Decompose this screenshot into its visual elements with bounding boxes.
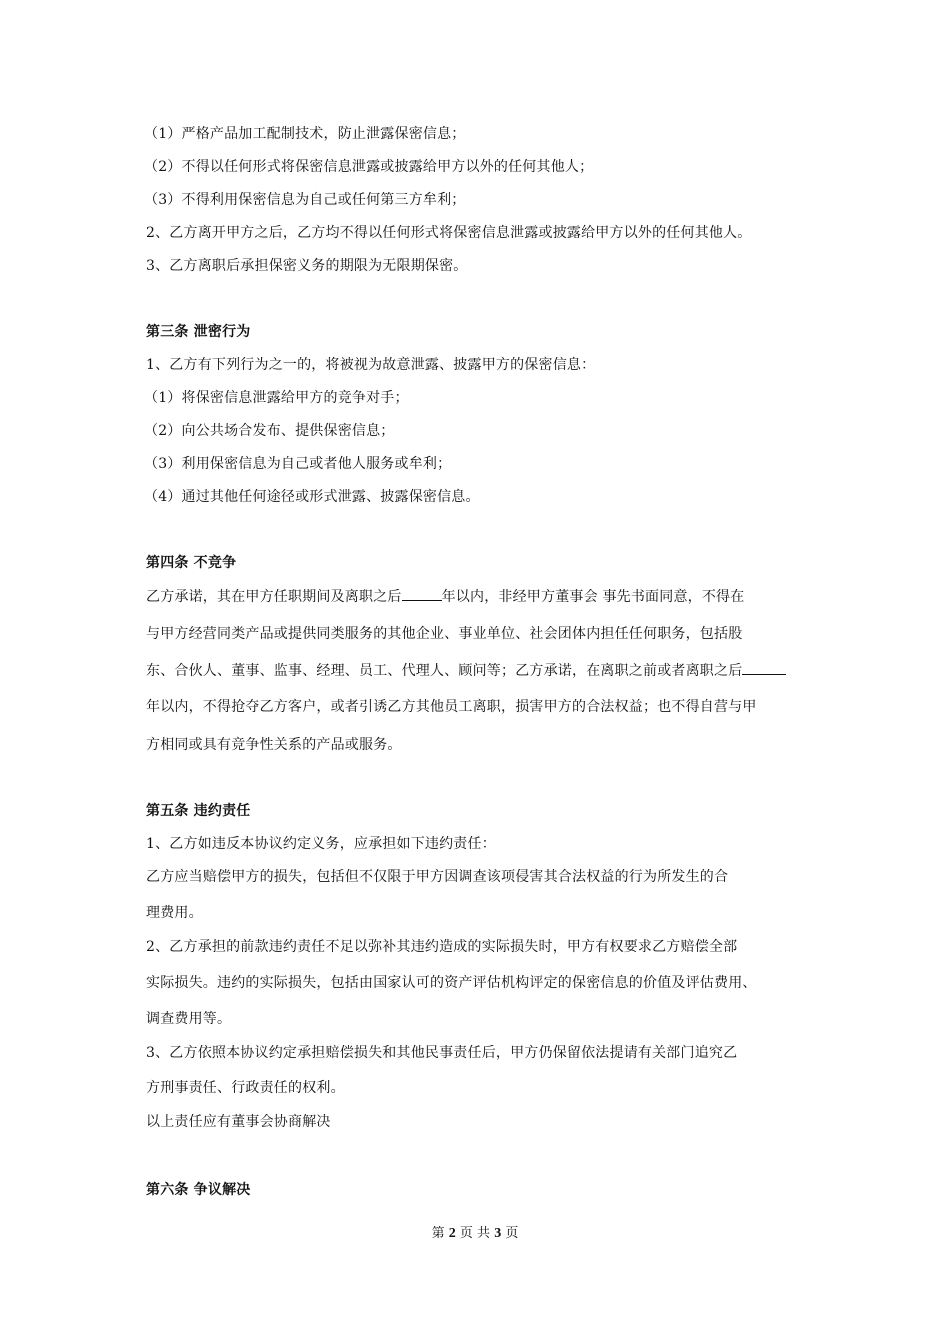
clause-line: 乙方应当赔偿甲方的损失，包括但不仅限于甲方因调查该项侵害其合法权益的行为所发生的合 bbox=[146, 869, 729, 885]
clause-line: 3、乙方依照本协议约定承担赔偿损失和其他民事责任后，甲方仍保留依法提请有关部门追究乙 bbox=[146, 1045, 738, 1061]
clause-text: 乙方承诺，其在甲方任职期间及离职之后 bbox=[146, 589, 402, 605]
clause-line: 2、乙方承担的前款违约责任不足以弥补其违约造成的实际损失时，甲方有权要求乙方赔偿全部 bbox=[146, 939, 738, 955]
clause-item: （3）利用保密信息为自己或者他人服务或牟利； bbox=[144, 456, 452, 472]
clause-item: （2）不得以任何形式将保密信息泄露或披露给甲方以外的任何其他人； bbox=[144, 159, 594, 175]
footer-prefix: 第 bbox=[431, 1226, 445, 1241]
fill-in-blank bbox=[742, 660, 786, 675]
clause-item: （1）严格产品加工配制技术，防止泄露保密信息； bbox=[144, 126, 466, 142]
clause-line bbox=[146, 586, 744, 607]
clause-item: （2）向公共场合发布、提供保密信息； bbox=[144, 423, 395, 439]
page-footer bbox=[0, 1224, 950, 1244]
section-heading: 第四条 不竞争 bbox=[146, 555, 237, 571]
page-number: 2 bbox=[448, 1226, 456, 1241]
footer-middle: 页 共 bbox=[459, 1226, 491, 1241]
clause-item: （4）通过其他任何途径或形式泄露、披露保密信息。 bbox=[144, 489, 480, 505]
clause-paragraph: 3、乙方离职后承担保密义务的期限为无限期保密。 bbox=[146, 258, 468, 274]
section-heading: 第三条 泄密行为 bbox=[146, 324, 251, 340]
clause-text: 东、合伙人、董事、监事、经理、员工、代理人、顾问等；乙方承诺，在离职之前或者离职之后 bbox=[146, 663, 743, 679]
total-pages: 3 bbox=[494, 1226, 502, 1241]
clause-paragraph: 2、乙方离开甲方之后，乙方均不得以任何形式将保密信息泄露或披露给甲方以外的任何其他人。 bbox=[146, 225, 752, 241]
clause-line: 方相同或具有竞争性关系的产品或服务。 bbox=[146, 737, 402, 753]
clause-line bbox=[146, 660, 786, 681]
clause-note: 以上责任应有董事会协商解决 bbox=[146, 1114, 331, 1130]
section-heading: 第五条 违约责任 bbox=[146, 803, 251, 819]
clause-paragraph: 1、乙方如违反本协议约定义务，应承担如下违约责任： bbox=[146, 836, 496, 852]
clause-item: （3）不得利用保密信息为自己或任何第三方牟利； bbox=[144, 192, 466, 208]
clause-line: 与甲方经营同类产品或提供同类服务的其他企业、事业单位、社会团体内担任任何职务，包括股 bbox=[146, 626, 743, 642]
clause-text: 年以内，非经甲方董事会 事先书面同意，不得在 bbox=[441, 589, 745, 605]
clause-paragraph: 1、乙方有下列行为之一的，将被视为故意泄露、披露甲方的保密信息： bbox=[146, 357, 596, 373]
section-heading: 第六条 争议解决 bbox=[146, 1182, 251, 1198]
clause-line: 理费用。 bbox=[146, 905, 203, 921]
clause-line: 年以内，不得抢夺乙方客户，或者引诱乙方其他员工离职，损害甲方的合法权益；也不得自营与甲 bbox=[146, 699, 757, 715]
clause-item: （1）将保密信息泄露给甲方的竞争对手； bbox=[144, 390, 409, 406]
clause-line: 方刑事责任、行政责任的权利。 bbox=[146, 1080, 345, 1096]
clause-line: 调查费用等。 bbox=[146, 1011, 232, 1027]
clause-line: 实际损失。违约的实际损失，包括由国家认可的资产评估机构评定的保密信息的价值及评估费用、 bbox=[146, 975, 757, 991]
fill-in-blank bbox=[402, 586, 442, 601]
footer-suffix: 页 bbox=[505, 1226, 519, 1241]
